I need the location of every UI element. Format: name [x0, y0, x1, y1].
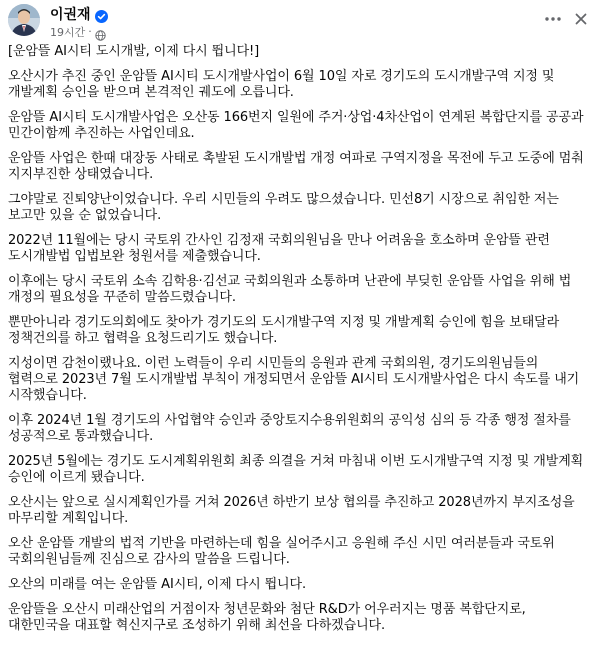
- post-meta: [50, 24, 108, 39]
- globe-icon[interactable]: [95, 26, 106, 37]
- post-paragraph: 운암뜰 AI시티 도시개발사업은 오산동 166번지 일원에 주거·상업·4차산업이 연계된 복합단지를 공공과 민간이함께 추진하는 사업인데요.: [8, 109, 584, 141]
- author-block: [50, 5, 108, 39]
- post-paragraph: 오산시가 추진 중인 운암뜰 AI시티 도시개발사업이 6월 10일 자로 경기도의 도시개발구역 지정 및 개발계획 승인을 받으며 본격적인 궤도에 오릅니다.: [8, 68, 555, 100]
- post-paragraph: 이후에는 당시 국토위 소속 김학용·김선교 국회의원과 소통하며 난관에 부딪힌 운암뜰 사업을 위해 법 개정의 필요성을 꾸준히 말씀드렸습니다.: [8, 273, 572, 305]
- more-options-button[interactable]: [542, 8, 564, 30]
- post-paragraph: [운암뜰 AI시티 도시개발, 이제 다시 뜁니다!]: [8, 44, 260, 59]
- header-actions: [536, 8, 592, 30]
- post-paragraph: 오산시는 앞으로 실시계획인가를 거쳐 2026년 하반기 보상 협의를 추진하고 2028년까지 부지조성을 마무리할 계획입니다.: [8, 495, 575, 527]
- post-paragraph: 그야말로 진퇴양난이었습니다. 우리 시민들의 우려도 많으셨습니다. 민선8기 시장으로 취임한 저는 보고만 있을 순 없었습니다.: [8, 191, 559, 223]
- post-header: [8, 4, 592, 40]
- avatar-image: [8, 4, 40, 36]
- post-paragraph: 2022년 11월에는 당시 국토위 간사인 김정재 국회의원님을 만나 어려움을 호소하며 운암뜰 관련 도시개발법 입법보완 청원서를 제출했습니다.: [8, 232, 550, 264]
- post-paragraph: 이후 2024년 1월 경기도의 사업협약 승인과 중앙토지수용위원회의 공익성 심의 등 각종 행정 절차를 성공적으로 통과했습니다.: [8, 413, 571, 445]
- post-paragraph: 2025년 5월에는 경기도 도시계획위원회 최종 의결을 거쳐 마침내 이번 도시개발구역 지정 및 개발계획 승인에 이르게 됐습니다.: [8, 454, 584, 486]
- author-name[interactable]: 이권재: [50, 7, 91, 23]
- post-paragraph: 뿐만아니라 경기도의회에도 찾아가 경기도의 도시개발구역 지정 및 개발계획 승인에 힘을 보태달라 정책건의를 하고 협력을 요청드리기도 했습니다.: [8, 314, 560, 346]
- meta-separator: ·: [88, 25, 92, 38]
- author-row: [50, 5, 108, 23]
- avatar[interactable]: [8, 4, 40, 36]
- post-paragraph: 운암뜰 사업은 한때 대장동 사태로 촉발된 도시개발법 개정 여파로 구역지정을 목전에 두고 도중에 멈춰 지지부진한 상태였습니다.: [8, 150, 584, 182]
- post-paragraph: 오산 운암뜰 개발의 법적 기반을 마련하는데 힘을 실어주시고 응원해 주신 시민 여러분들과 국토위 국회의원님들께 진심으로 감사의 말씀을 드립니다.: [8, 536, 555, 568]
- post-paragraph: 지성이면 감천이랬나요. 이런 노력들이 우리 시민들의 응원과 관계 국회의원, 경기도의원님들의 협력으로 2023년 7월 도시개발법 부칙이 개정되면서 운암뜰 AI시티 도시개발사업은 다시 속도를 내기 시작했습니다.: [8, 355, 580, 404]
- post-paragraph: 오산의 미래를 여는 운암뜰 AI시티, 이제 다시 뜁니다.: [8, 577, 306, 592]
- more-icon: [545, 17, 561, 21]
- verified-badge-icon: [95, 8, 108, 21]
- close-button[interactable]: [570, 8, 592, 30]
- close-icon: [575, 13, 587, 25]
- post-body: [8, 44, 590, 643]
- post-paragraph: 운암뜰을 오산시 미래산업의 거점이자 청년문화와 첨단 R&D가 어우러지는 명품 복합단지로, 대한민국을 대표할 혁신지구로 조성하기 위해 최선을 다하겠습니다.: [8, 601, 526, 633]
- post-timestamp[interactable]: 19시간: [50, 25, 86, 39]
